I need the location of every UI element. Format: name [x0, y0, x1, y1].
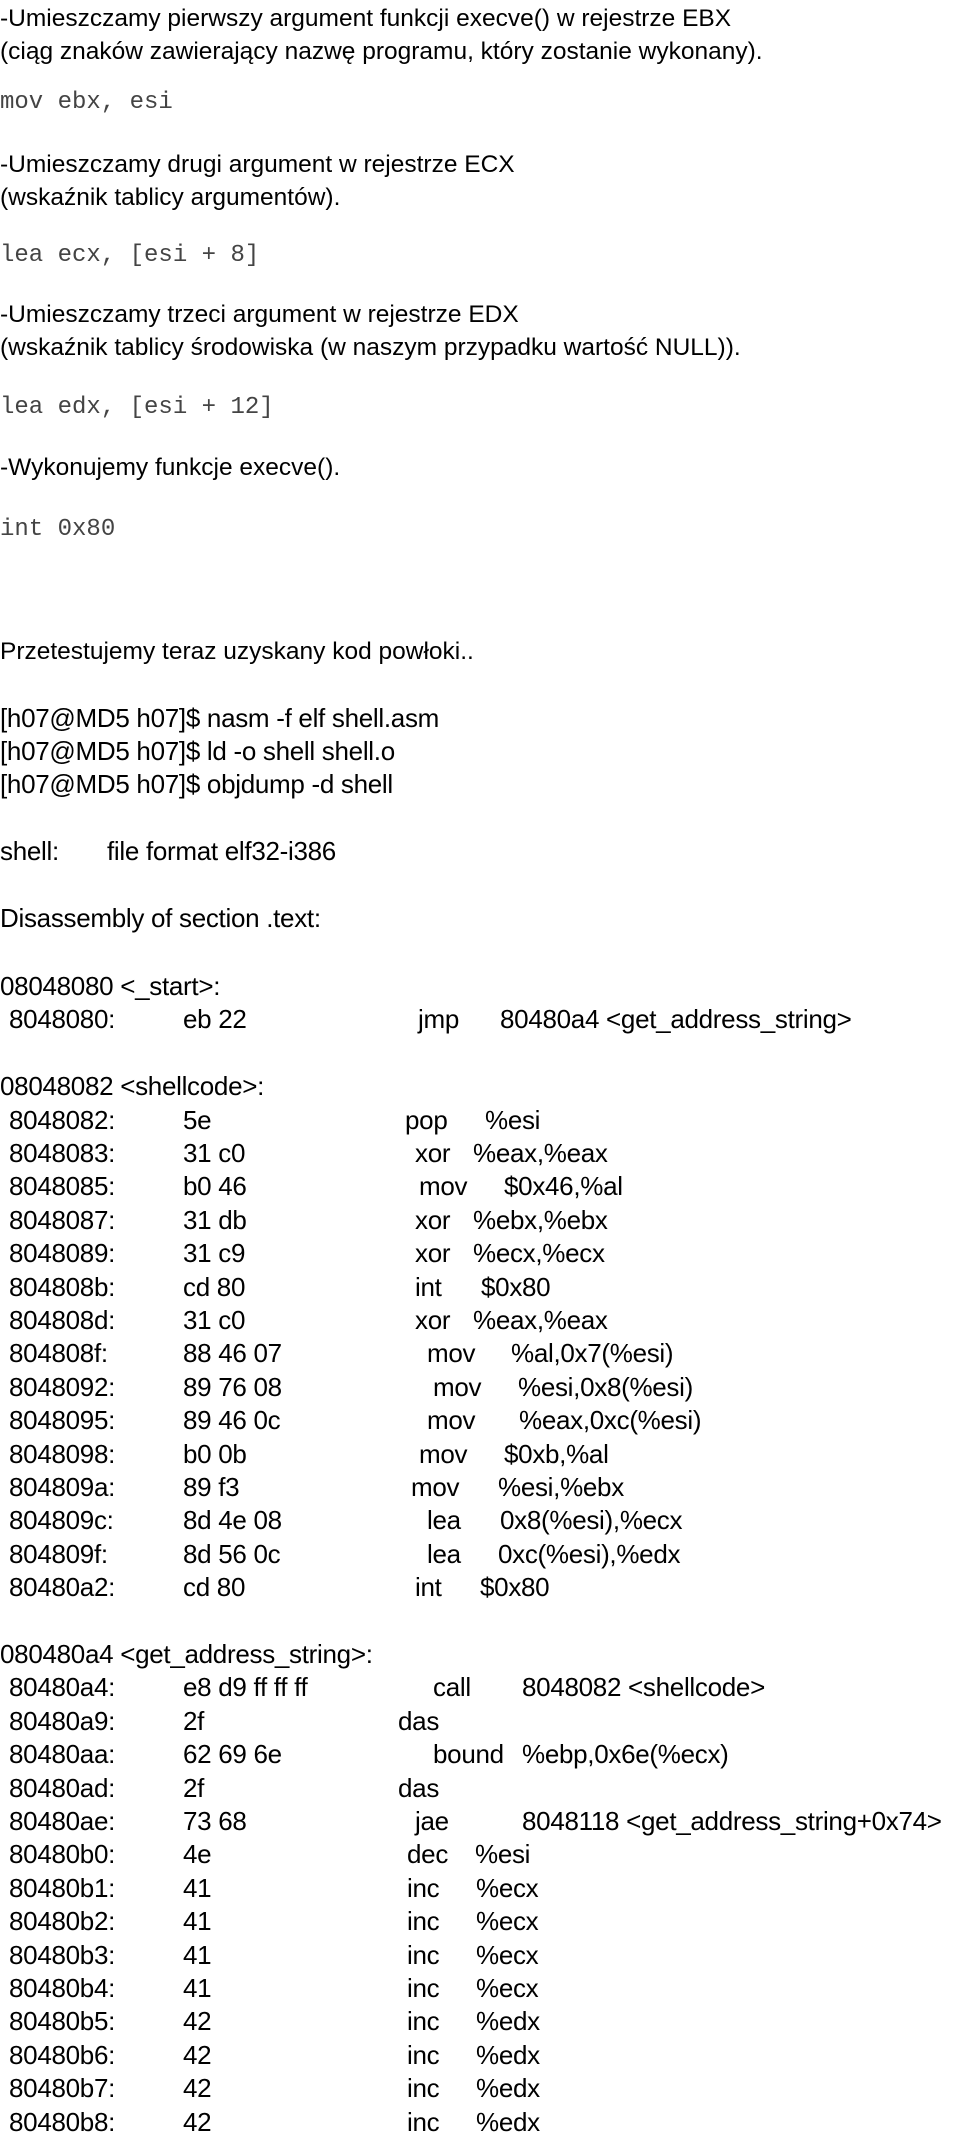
instruction-address: 80480b0:: [9, 1839, 116, 1870]
instruction-address: 804808f:: [9, 1338, 108, 1369]
instruction-operands: $0x80: [480, 1572, 550, 1603]
instruction-row: [0, 1504, 960, 1537]
instruction-bytes: cd 80: [183, 1572, 246, 1603]
instruction-mnemonic: jmp: [418, 1004, 459, 1035]
instruction-address: 80480ad:: [9, 1772, 116, 1803]
instruction-row: [0, 1438, 960, 1471]
instruction-bytes: 31 db: [183, 1204, 247, 1235]
instruction-address: 80480b8:: [9, 2106, 116, 2137]
intro-para-1-line-2: (ciąg znaków zawierający nazwę programu, który zostanie wykonany).: [0, 38, 763, 65]
instruction-address: 80480b2:: [9, 1906, 116, 1937]
instruction-mnemonic: mov: [419, 1438, 468, 1469]
instruction-address: 804809a:: [9, 1472, 116, 1502]
instruction-bytes: b0 46: [183, 1171, 247, 1202]
instruction-bytes: 89 f3: [183, 1472, 240, 1502]
file-format: file format elf32-i386: [107, 836, 336, 866]
command-line-3: [h07@MD5 h07]$ objdump -d shell: [0, 769, 393, 799]
instruction-operands: $0xb,%al: [504, 1438, 609, 1469]
instruction-mnemonic: int: [415, 1271, 442, 1302]
instruction-operands: %eax,0xc(%esi): [519, 1405, 702, 1436]
instruction-mnemonic: inc: [407, 1939, 440, 1970]
instruction-address: 804809f:: [9, 1538, 108, 1569]
instruction-address: 8048089:: [9, 1238, 116, 1269]
instruction-bytes: 31 c9: [183, 1238, 246, 1269]
instruction-row: [0, 2005, 960, 2038]
instruction-operands: $0x80: [481, 1271, 551, 1302]
instruction-row: [0, 1571, 960, 1604]
instruction-bytes: 89 46 0c: [183, 1405, 281, 1436]
instruction-address: 80480a4:: [9, 1672, 116, 1703]
instruction-address: 80480b1:: [9, 1872, 116, 1903]
instruction-bytes: 41: [183, 1973, 212, 2003]
intro-para-4-line-1: -Wykonujemy funkcje execve().: [0, 454, 341, 481]
instruction-row: [0, 1805, 960, 1838]
instruction-bytes: b0 0b: [183, 1438, 247, 1469]
instruction-bytes: 62 69 6e: [183, 1739, 282, 1770]
instruction-mnemonic: xor: [415, 1238, 451, 1269]
instruction-row: [0, 2039, 960, 2072]
instruction-mnemonic: xor: [415, 1204, 451, 1235]
instruction-mnemonic: call: [433, 1672, 471, 1703]
instruction-row: [0, 1271, 960, 1304]
code-line-4: int 0x80: [0, 516, 116, 543]
section-header: 080480a4 <get_address_string>:: [0, 1639, 373, 1669]
instruction-operands: 8048118 <get_address_string+0x74>: [522, 1806, 942, 1836]
command-line-2: [h07@MD5 h07]$ ld -o shell shell.o: [0, 736, 395, 766]
instruction-address: 804809c:: [9, 1505, 114, 1536]
instruction-operands: %edx: [476, 2006, 540, 2037]
instruction-bytes: 73 68: [183, 1806, 247, 1836]
instruction-operands: $0x46,%al: [504, 1171, 623, 1202]
instruction-address: 8048095:: [9, 1405, 116, 1436]
instruction-operands: %ecx: [476, 1906, 539, 1937]
instruction-operands: 0x8(%esi),%ecx: [500, 1505, 683, 1536]
instruction-address: 80480b7:: [9, 2073, 116, 2104]
instruction-operands: %edx: [476, 2106, 540, 2137]
instruction-bytes: 42: [183, 2039, 212, 2070]
instruction-operands: %edx: [476, 2039, 540, 2070]
instruction-bytes: 2f: [183, 1772, 205, 1803]
intro-para-2-line-2: (wskaźnik tablicy argumentów).: [0, 184, 341, 211]
instruction-row: [0, 1137, 960, 1170]
instruction-operands: 80480a4 <get_address_string>: [500, 1004, 852, 1035]
instruction-operands: %eax,%eax: [473, 1305, 608, 1335]
instruction-row: [0, 1170, 960, 1203]
instruction-row: [0, 2106, 960, 2139]
instruction-mnemonic: mov: [411, 1472, 460, 1502]
test-intro: Przetestujemy teraz uzyskany kod powłoki..: [0, 638, 474, 665]
command-line-1: [h07@MD5 h07]$ nasm -f elf shell.asm: [0, 703, 440, 733]
instruction-operands: 8048082 <shellcode>: [522, 1672, 765, 1703]
instruction-bytes: cd 80: [183, 1271, 246, 1302]
file-label: shell:: [0, 836, 59, 866]
instruction-bytes: 42: [183, 2006, 212, 2037]
code-line-1: mov ebx, esi: [0, 89, 173, 116]
instruction-mnemonic: mov: [427, 1405, 476, 1436]
instruction-operands: %ebp,0x6e(%ecx): [522, 1739, 729, 1770]
instruction-row: [0, 1371, 960, 1404]
instruction-bytes: 41: [183, 1939, 212, 1970]
instruction-operands: %edx: [476, 2073, 540, 2104]
instruction-mnemonic: mov: [419, 1171, 468, 1202]
instruction-bytes: 41: [183, 1872, 212, 1903]
intro-para-3-line-2: (wskaźnik tablicy środowiska (w naszym przypadku wartość NULL)).: [0, 334, 741, 361]
instruction-operands: %esi: [485, 1104, 541, 1135]
instruction-bytes: 8d 4e 08: [183, 1505, 282, 1536]
instruction-address: 80480a2:: [9, 1572, 116, 1603]
instruction-address: 804808b:: [9, 1271, 116, 1302]
instruction-mnemonic: lea: [427, 1505, 461, 1536]
instruction-mnemonic: bound: [433, 1739, 504, 1770]
instruction-row: [0, 1972, 960, 2005]
instruction-address: 8048080:: [9, 1004, 116, 1035]
instruction-row: [0, 1872, 960, 1905]
instruction-row: [0, 1237, 960, 1270]
instruction-operands: %ebx,%ebx: [473, 1204, 608, 1235]
instruction-bytes: 41: [183, 1906, 212, 1937]
instruction-bytes: 42: [183, 2073, 212, 2104]
instruction-address: 80480b5:: [9, 2006, 116, 2037]
instruction-bytes: 88 46 07: [183, 1338, 282, 1369]
instruction-row: [0, 1337, 960, 1370]
instruction-operands: %ecx: [476, 1939, 539, 1970]
instruction-address: 804808d:: [9, 1305, 116, 1335]
instruction-row: [0, 1939, 960, 1972]
instruction-bytes: 42: [183, 2106, 212, 2137]
instruction-bytes: 89 76 08: [183, 1371, 282, 1402]
instruction-address: 80480b4:: [9, 1973, 116, 2003]
instruction-mnemonic: inc: [407, 2039, 440, 2070]
instruction-mnemonic: inc: [407, 2073, 440, 2104]
instruction-row: [0, 1772, 960, 1805]
instruction-address: 8048083:: [9, 1138, 116, 1168]
instruction-operands: 0xc(%esi),%edx: [498, 1538, 681, 1569]
instruction-row: [0, 1838, 960, 1871]
instruction-bytes: 5e: [183, 1104, 212, 1135]
instruction-address: 80480b3:: [9, 1939, 116, 1970]
instruction-row: [0, 1471, 960, 1504]
intro-para-3-line-1: -Umieszczamy trzeci argument w rejestrze EDX: [0, 301, 519, 328]
instruction-address: 80480ae:: [9, 1806, 116, 1836]
intro-para-2-line-1: -Umieszczamy drugi argument w rejestrze ECX: [0, 151, 515, 178]
instruction-row: [0, 2072, 960, 2105]
instruction-mnemonic: dec: [407, 1839, 449, 1870]
instruction-mnemonic: inc: [407, 2106, 440, 2137]
instruction-address: 80480aa:: [9, 1739, 116, 1770]
instruction-mnemonic: mov: [427, 1338, 476, 1369]
instruction-mnemonic: inc: [407, 1973, 440, 2003]
instruction-mnemonic: das: [398, 1705, 440, 1736]
section-header: 08048082 <shellcode>:: [0, 1071, 265, 1102]
instruction-mnemonic: mov: [433, 1371, 482, 1402]
instruction-operands: %esi,0x8(%esi): [518, 1371, 693, 1402]
instruction-row: [0, 1404, 960, 1437]
instruction-bytes: 31 c0: [183, 1138, 246, 1168]
instruction-row: [0, 1003, 960, 1036]
instruction-address: 8048082:: [9, 1104, 116, 1135]
instruction-bytes: 31 c0: [183, 1305, 246, 1335]
instruction-mnemonic: xor: [415, 1138, 451, 1168]
instruction-row: [0, 1104, 960, 1137]
instruction-mnemonic: xor: [415, 1305, 451, 1335]
instruction-bytes: 2f: [183, 1705, 205, 1736]
instruction-mnemonic: inc: [407, 1906, 440, 1937]
instruction-address: 8048092:: [9, 1371, 116, 1402]
section-header: 08048080 <_start>:: [0, 971, 221, 1001]
instruction-address: 80480a9:: [9, 1705, 116, 1736]
instruction-row: [0, 1538, 960, 1571]
instruction-bytes: e8 d9 ff ff ff: [183, 1672, 308, 1703]
disassembly-title: Disassembly of section .text:: [0, 903, 321, 933]
instruction-bytes: eb 22: [183, 1004, 247, 1035]
instruction-row: [0, 1304, 960, 1337]
instruction-address: 80480b6:: [9, 2039, 116, 2070]
instruction-address: 8048085:: [9, 1171, 116, 1202]
instruction-mnemonic: lea: [427, 1538, 461, 1569]
instruction-operands: %ecx: [476, 1973, 539, 2003]
instruction-bytes: 8d 56 0c: [183, 1538, 281, 1569]
instruction-mnemonic: jae: [415, 1806, 449, 1836]
instruction-operands: %esi,%ebx: [498, 1472, 624, 1502]
instruction-mnemonic: int: [415, 1572, 442, 1603]
code-line-3: lea edx, [esi + 12]: [0, 394, 274, 421]
instruction-address: 8048087:: [9, 1204, 116, 1235]
instruction-operands: %al,0x7(%esi): [511, 1338, 674, 1369]
instruction-row: [0, 1738, 960, 1771]
instruction-mnemonic: pop: [405, 1104, 448, 1135]
instruction-mnemonic: inc: [407, 1872, 440, 1903]
instruction-operands: %ecx,%ecx: [473, 1238, 605, 1269]
instruction-row: [0, 1671, 960, 1704]
instruction-mnemonic: inc: [407, 2006, 440, 2037]
instruction-address: 8048098:: [9, 1438, 116, 1469]
code-line-2: lea ecx, [esi + 8]: [0, 242, 260, 269]
instruction-operands: %ecx: [476, 1872, 539, 1903]
instruction-mnemonic: das: [398, 1772, 440, 1803]
instruction-row: [0, 1905, 960, 1938]
instruction-bytes: 4e: [183, 1839, 212, 1870]
instruction-row: [0, 1705, 960, 1738]
instruction-operands: %esi: [475, 1839, 531, 1870]
intro-para-1-line-1: -Umieszczamy pierwszy argument funkcji execve() w rejestrze EBX: [0, 5, 732, 32]
instruction-operands: %eax,%eax: [473, 1138, 608, 1168]
instruction-row: [0, 1204, 960, 1237]
